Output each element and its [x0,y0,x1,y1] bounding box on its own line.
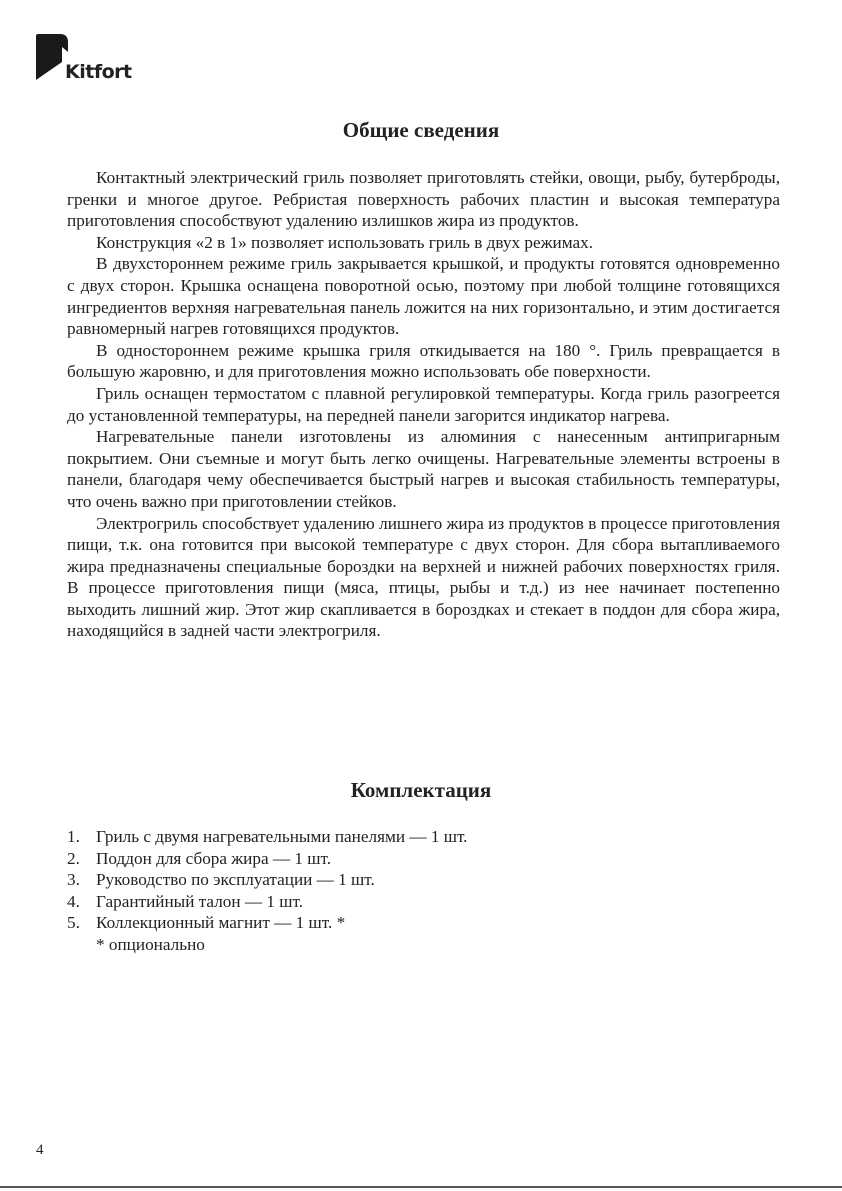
brand-name: Kitfort [65,61,132,83]
kitfort-logo-icon [36,34,68,82]
list-item-text: Гарантийный талон — 1 шт. [96,891,303,911]
list-item [67,891,780,913]
paragraph: В двухстороннем режиме гриль закрывается крышкой, и продукты готовятся одновременно с двух сторон. Крышка оснащена поворотной осью, поэтому при любой толщине готовящихся ингредиентов верхняя нагревательная панель ложится на них горизонтально, и этим достигается равномерный нагрев готовящихся продуктов. [67,254,780,339]
list-item [67,848,780,870]
paragraph: Гриль оснащен термостатом с плавной регулировкой температуры. Когда гриль разогреется до установленной температуры, на передней панели загорится индикатор нагрева. [67,383,780,425]
list-item-text: Руководство по эксплуатации — 1 шт. [96,870,375,890]
list-item-text: Поддон для сбора жира — 1 шт. [96,848,332,868]
section-title-kit: Комплектация [350,778,492,802]
list-item-number: 3. [67,870,80,890]
paragraph: Электрогриль способствует удалению лишнего жира из продуктов в процессе приготовления пищи, т.к. она готовится при высокой температуре с двух сторон. Для сбора вытапливаемого жира предназначены специальные бороздки на верхней и нижней рабочих поверхностях гриля. В процессе приготовления пищи (мяса, птицы, рыбы и т.д.) из нее начинает постепенно выходить лишний жир. Этот жир скапливается в бороздках и стекает в поддон для сбора жира, находящийся в задней части электрогриля. [67,513,780,641]
list-item-text: Коллекционный магнит — 1 шт. * [96,913,346,933]
general-info-text [67,167,780,642]
bottom-divider [0,1186,842,1188]
brand-logo [36,34,146,90]
page-number: 4 [36,1142,44,1158]
kit-list [67,826,780,956]
paragraph: В одностороннем режиме крышка гриля откидывается на 180 °. Гриль превращается в большую жаровню, и для приготовления можно использовать обе поверхности. [67,340,780,382]
paragraph: Нагревательные панели изготовлены из алюминия с нанесенным антипригарным покрытием. Они съемные и могут быть легко очищены. Нагревательные элементы встроены в панели, благодаря чему обеспечивается быстрый нагрев и высокая стабильность температуры, что очень важно при приготовлении стейков. [67,427,780,511]
list-item [67,826,780,848]
list-item-number: 2. [67,848,80,868]
list-item-number: 4. [67,891,80,911]
list-item [67,869,780,891]
paragraph: Конструкция «2 в 1» позволяет использовать гриль в двух режимах. [96,232,594,252]
list-item-text: Гриль с двумя нагревательными панелями — 1 шт. [96,827,468,846]
list-item-number: 5. [67,913,80,933]
list-item-number: 1. [67,827,80,846]
kit-footnote: * опционально [96,934,205,954]
section-title-general: Общие сведения [342,118,500,142]
paragraph: Контактный электрический гриль позволяет приготовлять стейки, овощи, рыбу, бутерброды, гренки и многое другое. Ребристая поверхность рабочих пластин и высокая температура приготовления способствуют удалению излишков жира из продуктов. [67,168,780,231]
list-item [67,912,780,934]
